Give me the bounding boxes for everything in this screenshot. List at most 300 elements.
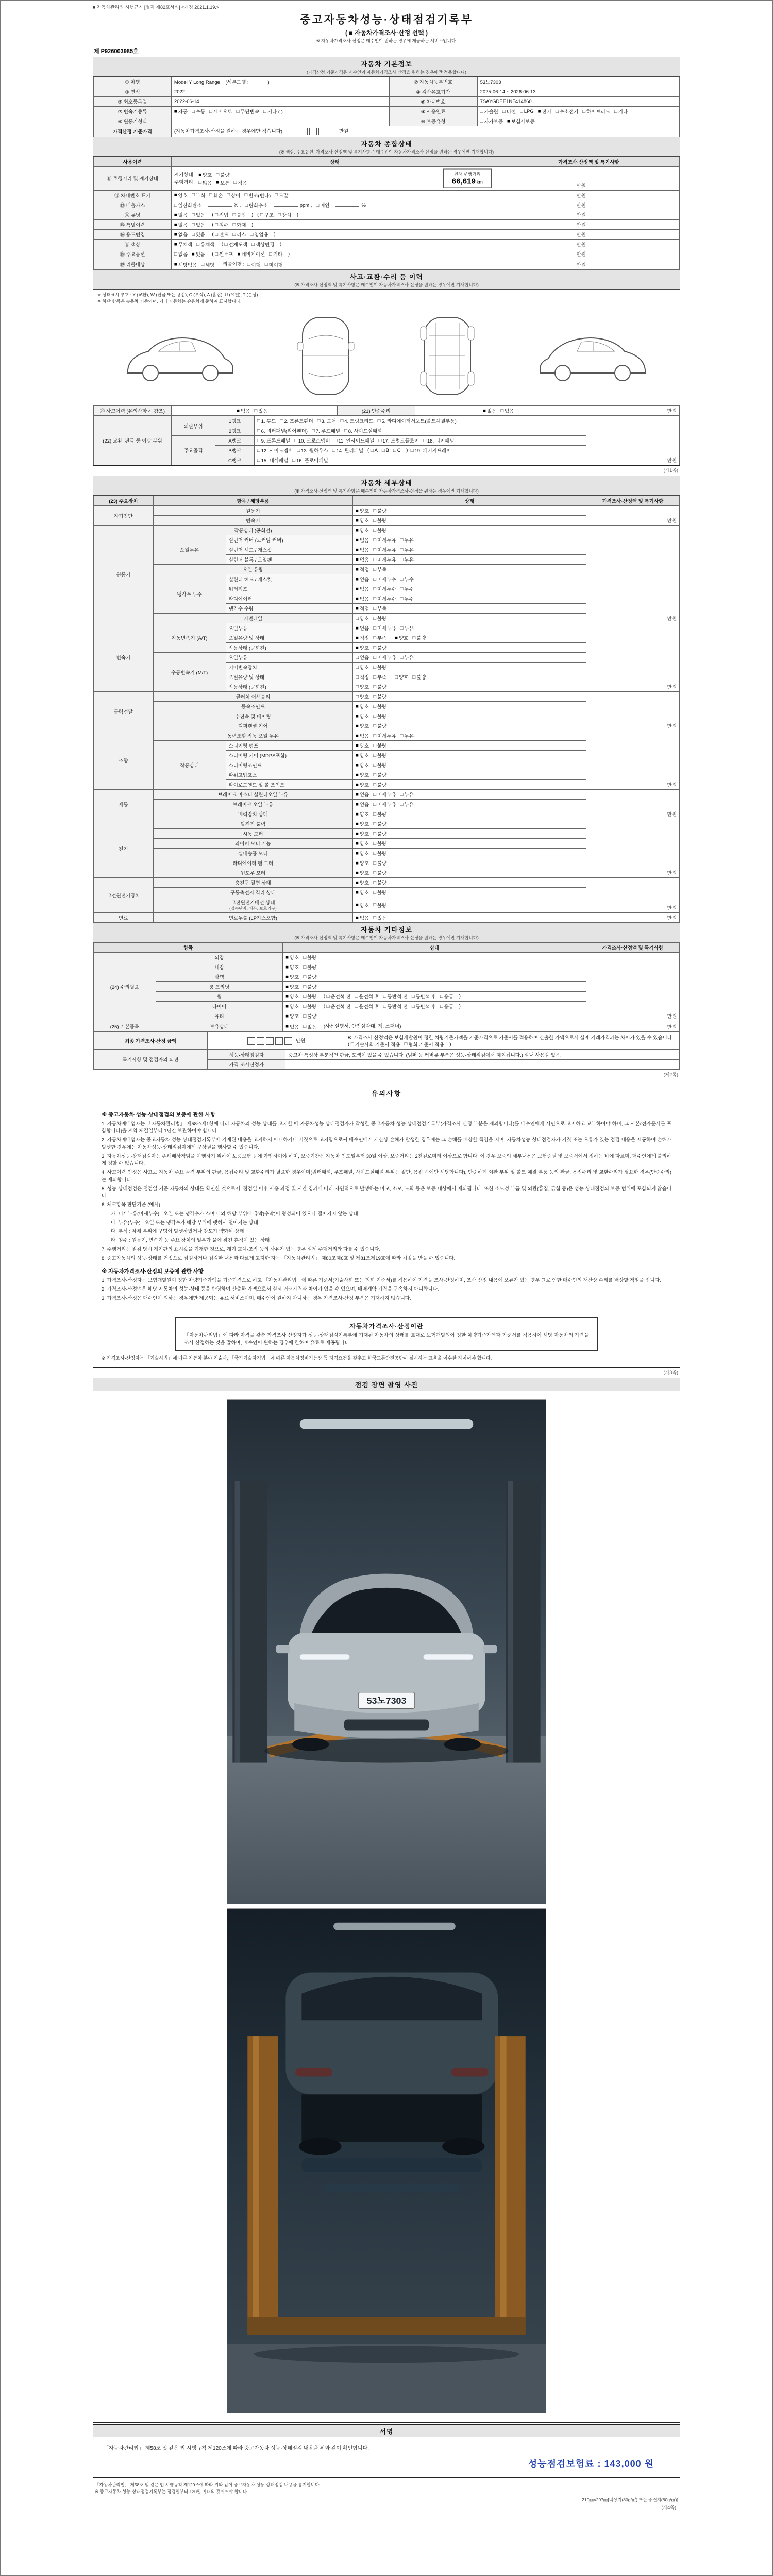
checkbox-option[interactable] <box>373 879 386 886</box>
checkbox-option[interactable] <box>373 722 386 730</box>
unchecked-box-icon: □ <box>373 527 376 533</box>
checkbox-option[interactable] <box>400 585 414 592</box>
checkbox-option[interactable] <box>356 801 369 808</box>
checkbox-option[interactable] <box>412 673 426 681</box>
section-etc-title: 자동차 기타정보 <box>361 926 412 934</box>
checkbox-option[interactable] <box>356 556 369 563</box>
checkbox-option[interactable] <box>373 859 386 867</box>
checkbox-label: 리스 <box>237 232 246 239</box>
checkbox-label: 불량 <box>377 783 387 789</box>
checkbox-option[interactable] <box>250 231 268 238</box>
checkbox-option[interactable] <box>244 192 271 199</box>
form-cell <box>156 962 283 972</box>
checkbox-option[interactable] <box>356 840 369 847</box>
checkbox-option[interactable] <box>285 1003 299 1010</box>
checkbox-label: 양호 <box>359 763 369 769</box>
checkbox-option[interactable] <box>356 703 369 710</box>
unchecked-box-icon: □ <box>232 231 236 238</box>
checkbox-option[interactable] <box>582 108 610 115</box>
photos-wrap <box>93 1391 680 2422</box>
checkbox-option[interactable] <box>327 993 351 1000</box>
checkbox-option[interactable] <box>373 693 386 700</box>
cell-text: ) ( <box>250 212 260 218</box>
checkbox-option[interactable] <box>356 634 369 641</box>
checkbox-label: 동반석 후 <box>415 994 436 1001</box>
checkbox-option[interactable] <box>480 108 498 115</box>
checkbox-option[interactable] <box>303 993 316 1000</box>
unchecked-box-icon: □ <box>264 262 268 268</box>
checkbox-option[interactable] <box>614 108 628 115</box>
checkbox-option[interactable] <box>373 771 386 778</box>
checkbox-option[interactable] <box>440 993 453 1000</box>
checkbox-label: 불량 <box>377 851 387 857</box>
checkbox-option[interactable] <box>344 427 382 434</box>
checkbox-option[interactable] <box>440 1003 453 1010</box>
checkbox-option[interactable] <box>400 536 414 544</box>
checkbox-option[interactable] <box>373 914 386 921</box>
checkbox-option[interactable] <box>251 241 274 248</box>
accident-legend-line2: ※ 하단 항목은 승용차 기준이며, 기타 자동차는 승용차에 준하여 표시합니다. <box>97 298 242 304</box>
checkbox-option[interactable] <box>192 250 205 258</box>
form-cell <box>254 436 586 446</box>
checkbox-option[interactable] <box>356 771 369 778</box>
definition-title: 자동차가격조사·산정이란 <box>349 1322 424 1330</box>
checkbox-option[interactable] <box>174 241 192 248</box>
cell-text: 고전원전기배선 상태 <box>231 900 275 906</box>
checkbox-label: 불량 <box>416 675 426 681</box>
checkbox-option[interactable] <box>395 634 408 641</box>
checkbox-option[interactable] <box>373 683 386 690</box>
form-cell <box>153 535 226 565</box>
checkbox-option[interactable] <box>327 1003 351 1010</box>
checkbox-label: 미세누유 <box>377 626 396 632</box>
checkbox-option[interactable] <box>209 192 223 199</box>
form-cell <box>156 1011 283 1021</box>
checkbox-option[interactable] <box>303 1023 316 1030</box>
checkbox-option[interactable] <box>356 810 369 818</box>
checkbox-option[interactable] <box>285 954 299 961</box>
checkbox-option[interactable] <box>285 993 299 1000</box>
checkbox-option[interactable] <box>356 732 369 739</box>
checkbox-option[interactable] <box>356 605 369 612</box>
checkbox-option[interactable] <box>356 742 369 749</box>
checkbox-option[interactable] <box>356 624 369 632</box>
checkbox-option[interactable] <box>317 417 337 425</box>
form-cell <box>498 210 589 220</box>
checkbox-option[interactable] <box>334 437 375 444</box>
checkbox-option[interactable] <box>174 221 188 228</box>
checkbox-option[interactable] <box>196 241 214 248</box>
form-cell <box>353 623 586 633</box>
checkbox-option[interactable] <box>538 108 551 115</box>
checkbox-option[interactable] <box>382 448 389 453</box>
checkbox-option[interactable] <box>373 634 386 641</box>
checkbox-option[interactable] <box>400 801 414 808</box>
cell-text: 실린더 헤드 / 개스킷 <box>228 548 272 554</box>
checkbox-option[interactable] <box>174 261 197 268</box>
form-cell <box>477 87 679 97</box>
checkbox-option[interactable] <box>373 664 386 671</box>
checkbox-option[interactable] <box>373 850 386 857</box>
unchecked-box-icon: □ <box>373 625 376 631</box>
notice-item: 3. 가격조사·산정은 매수인이 원하는 경우에만 제공되는 유료 서비스이며, 매수인이 원하지 아니하는 경우 가격조사·산정 부분은 기재하지 않습니다. <box>102 1295 411 1301</box>
form-cell <box>586 943 679 953</box>
checkbox-option[interactable] <box>383 993 408 1000</box>
checkbox-option[interactable] <box>373 566 386 573</box>
checkbox-option[interactable] <box>356 566 369 573</box>
form-cell <box>153 878 352 888</box>
checkbox-option[interactable] <box>332 447 363 454</box>
checkbox-option[interactable] <box>285 983 299 990</box>
checkbox-option[interactable] <box>356 507 369 514</box>
checkbox-option[interactable] <box>373 546 396 553</box>
checkbox-option[interactable] <box>265 261 283 268</box>
form-cell <box>353 672 586 682</box>
amount-digit-box <box>309 128 317 135</box>
checkbox-label: 불량 <box>377 714 387 720</box>
checkbox-option[interactable] <box>355 1003 379 1010</box>
checkbox-option[interactable] <box>263 108 283 115</box>
checkbox-option[interactable] <box>215 231 228 238</box>
checkbox-option[interactable] <box>356 902 369 909</box>
checkbox-option[interactable] <box>232 231 246 238</box>
checkbox-option[interactable] <box>373 595 396 602</box>
checkbox-option[interactable] <box>412 634 426 641</box>
unchecked-box-icon: □ <box>400 654 404 660</box>
checkbox-option[interactable] <box>373 624 396 632</box>
checkbox-option[interactable] <box>520 109 534 114</box>
checkbox-option[interactable] <box>257 417 276 425</box>
checkbox-option[interactable] <box>356 914 369 921</box>
checkbox-option[interactable] <box>215 221 228 228</box>
checkbox-option[interactable] <box>227 192 240 199</box>
checkbox-option[interactable] <box>257 437 290 444</box>
checkbox-option[interactable] <box>356 615 369 622</box>
checkbox-option[interactable] <box>356 781 369 788</box>
checkbox-label: 양호 <box>290 1004 299 1010</box>
unchecked-box-icon: □ <box>174 202 177 208</box>
checkbox-option[interactable] <box>316 201 329 209</box>
checkbox-option[interactable] <box>303 983 316 990</box>
checkbox-option[interactable] <box>404 1041 444 1048</box>
unchecked-box-icon: □ <box>373 831 376 837</box>
cell-text: 자동변속기 (A/T) <box>171 636 208 642</box>
checked-box-icon: ■ <box>356 782 359 788</box>
checkbox-option[interactable] <box>215 250 233 258</box>
checkbox-option[interactable] <box>400 732 414 739</box>
checkbox-option[interactable] <box>383 1003 408 1010</box>
checkbox-option[interactable] <box>285 973 299 980</box>
unchecked-box-icon: □ <box>383 1003 386 1009</box>
checkbox-option[interactable] <box>356 546 369 553</box>
checkbox-option[interactable] <box>373 752 386 759</box>
checkbox-option[interactable] <box>373 902 386 909</box>
checkbox-option[interactable] <box>356 644 369 651</box>
checkbox-option[interactable] <box>351 1041 400 1048</box>
checkbox-option[interactable] <box>247 261 261 268</box>
checkbox-option[interactable] <box>303 954 316 961</box>
checkbox-option[interactable] <box>412 1003 436 1010</box>
checkbox-option[interactable] <box>356 575 369 583</box>
checkbox-option[interactable] <box>373 536 396 544</box>
checkbox-option[interactable] <box>303 963 316 971</box>
checkbox-option[interactable] <box>373 575 396 583</box>
amount-digit-box <box>328 128 335 135</box>
checkbox-option[interactable] <box>356 889 369 896</box>
blank-measure-field[interactable] <box>208 201 232 207</box>
checkbox-option[interactable] <box>292 456 328 464</box>
notice-item: 2. 가격조사·산정액은 해당 자동차의 성능·상태 등을 반영하여 산출한 가액으로서 실제 거래가격과 차이가 있을 수 있으며, 매매계약 가격을 구속하지 아니합니다. <box>102 1286 439 1293</box>
cell-text: 오일유량 및 상태 <box>228 636 265 642</box>
checkbox-option[interactable] <box>356 664 369 671</box>
form-cell <box>226 760 353 770</box>
unchecked-box-icon: □ <box>393 447 396 453</box>
form-cell <box>586 819 679 878</box>
checkbox-option[interactable] <box>174 250 188 258</box>
cell-text: ) <box>272 231 276 238</box>
form-cell <box>353 751 586 760</box>
form-cell <box>498 166 589 190</box>
checkbox-option[interactable] <box>373 840 386 847</box>
checkbox-option[interactable] <box>395 673 408 681</box>
unchecked-box-icon: □ <box>332 447 335 453</box>
cell-text: ) <box>287 251 290 257</box>
cell-text: 성능·상태점검자 <box>229 1052 264 1058</box>
checked-box-icon: ■ <box>356 605 359 612</box>
checkbox-option[interactable] <box>174 201 202 209</box>
checkbox-option[interactable] <box>303 1012 316 1020</box>
amount-digit-box <box>291 128 298 135</box>
checkbox-option[interactable] <box>312 427 340 434</box>
checkbox-option[interactable] <box>400 546 414 553</box>
checkbox-option[interactable] <box>393 448 401 453</box>
checkbox-option[interactable] <box>285 963 299 971</box>
checkbox-label: 양호 <box>359 704 369 710</box>
checkbox-option[interactable] <box>356 830 369 837</box>
checkbox-label: 양호 <box>359 616 369 622</box>
unchecked-box-icon: □ <box>257 437 260 444</box>
checkbox-option[interactable] <box>400 575 414 583</box>
footnote-line1: 「자동차관리법」 제58조 및 같은 법 시행규칙 제120조에 따라 위와 같이 중고자동차 성능·상태점검 내용을 통지합니다. <box>95 2482 321 2487</box>
checkbox-option[interactable] <box>400 654 414 661</box>
checkbox-label: 2. 프론트휀더 <box>284 419 313 425</box>
checkbox-option[interactable] <box>260 211 274 218</box>
checkbox-option[interactable] <box>356 791 369 798</box>
checkbox-option[interactable] <box>275 192 288 199</box>
checkbox-option[interactable] <box>373 889 386 896</box>
checkbox-option[interactable] <box>500 407 514 414</box>
checkbox-option[interactable] <box>233 179 247 187</box>
checkbox-label: 협회 기준서 적용 <box>408 1042 444 1048</box>
checkbox-option[interactable] <box>225 241 247 248</box>
checkbox-option[interactable] <box>373 556 396 563</box>
notice-item: 가. 미세누유(미세누수) : 오일 또는 냉각수가 스며 나와 해당 부위에 유막(수막)이 형성되어 있으나 떨어지지 않는 상태 <box>111 1211 358 1217</box>
checkbox-option[interactable] <box>378 417 457 425</box>
checkbox-option[interactable] <box>373 742 386 749</box>
checkbox-option[interactable] <box>356 850 369 857</box>
checkbox-option[interactable] <box>192 108 205 115</box>
form-cell <box>589 210 679 220</box>
checkbox-option[interactable] <box>356 673 369 681</box>
checkbox-option[interactable] <box>216 171 229 178</box>
checkbox-option[interactable] <box>373 585 396 592</box>
checkbox-option[interactable] <box>192 231 205 238</box>
checkbox-option[interactable] <box>198 179 212 187</box>
checkbox-option[interactable] <box>556 108 578 115</box>
form-cell <box>153 858 352 868</box>
checkbox-option[interactable] <box>356 761 369 769</box>
checkbox-label: 19. 패키지트레이 <box>414 448 451 454</box>
checkbox-option[interactable] <box>373 820 386 827</box>
checkbox-option[interactable] <box>400 624 414 632</box>
form-cell <box>94 943 283 953</box>
checkbox-option[interactable] <box>209 108 232 115</box>
checkbox-option[interactable] <box>373 644 386 651</box>
checkbox-option[interactable] <box>356 654 369 661</box>
checkbox-option[interactable] <box>502 108 516 115</box>
checkbox-option[interactable] <box>356 752 369 759</box>
checkbox-option[interactable] <box>356 820 369 827</box>
checkbox-option[interactable] <box>192 192 205 199</box>
cell-text: 변속기 <box>246 518 260 524</box>
checkbox-label: 적정 <box>359 567 369 573</box>
checkbox-option[interactable] <box>257 447 293 454</box>
checkbox-option[interactable] <box>356 859 369 867</box>
checkbox-option[interactable] <box>373 801 396 808</box>
checkbox-option[interactable] <box>373 869 386 876</box>
checkbox-label: 보험사보증 <box>511 119 535 125</box>
checkbox-option[interactable] <box>373 507 386 514</box>
checkbox-option[interactable] <box>340 417 373 425</box>
checkbox-option[interactable] <box>373 781 386 788</box>
cell-text: ⑳ 사고이력 (유의사항 4. 참조) <box>99 409 165 415</box>
checkbox-option[interactable] <box>412 993 436 1000</box>
checkbox-option[interactable] <box>294 437 330 444</box>
checkbox-label: 없음 <box>359 655 369 662</box>
checkbox-option[interactable] <box>303 1003 316 1010</box>
checkbox-option[interactable] <box>356 869 369 876</box>
cell-text: ② 자동차등록번호 <box>413 80 453 86</box>
checkbox-option[interactable] <box>285 1012 299 1020</box>
checkbox-option[interactable] <box>483 407 496 414</box>
checkbox-option[interactable] <box>373 703 386 710</box>
checkbox-option[interactable] <box>356 517 369 524</box>
form-cell <box>586 1021 679 1032</box>
checkbox-option[interactable] <box>373 654 396 661</box>
form-cell <box>589 220 679 230</box>
checkbox-option[interactable] <box>373 732 396 739</box>
checkbox-option[interactable] <box>174 231 188 238</box>
checkbox-option[interactable] <box>238 250 265 258</box>
checkbox-label: 양호 <box>359 509 369 515</box>
checkbox-option[interactable] <box>237 108 259 115</box>
checkbox-option[interactable] <box>371 448 378 453</box>
checkbox-option[interactable] <box>356 693 369 700</box>
notice-item: 7. 주행거리는 점검 당시 계기판의 표시값을 기재한 것으로, 계기 교체·조작 등의 사유가 있는 경우 실제 주행거리와 다를 수 있습니다. <box>102 1246 381 1252</box>
checkbox-option[interactable] <box>254 407 267 414</box>
amount-digit-box <box>284 1037 292 1045</box>
checkbox-option[interactable] <box>232 221 246 228</box>
cell-text: ⑫ 차대번호 표기 <box>114 193 150 199</box>
blank-measure-field[interactable] <box>274 201 298 207</box>
checkbox-option[interactable] <box>373 810 386 818</box>
checkbox-option[interactable] <box>215 211 228 218</box>
checkbox-label: 불량 <box>307 994 317 1001</box>
checkbox-option[interactable] <box>411 447 451 454</box>
checkbox-option[interactable] <box>356 722 369 730</box>
unchecked-box-icon: □ <box>251 241 255 247</box>
checkbox-option[interactable] <box>423 437 454 444</box>
checkbox-label: 미세누수 <box>377 587 396 593</box>
checkbox-option[interactable] <box>278 211 291 218</box>
checkbox-option[interactable] <box>201 261 214 268</box>
checkbox-option[interactable] <box>373 761 386 769</box>
checkbox-option[interactable] <box>373 605 386 612</box>
checkbox-option[interactable] <box>297 447 328 454</box>
checkbox-option[interactable] <box>192 211 205 218</box>
checkbox-label: 해당 <box>205 262 215 268</box>
checkbox-label: 불량 <box>377 685 387 691</box>
checkbox-option[interactable] <box>480 117 503 125</box>
checkbox-option[interactable] <box>400 595 414 602</box>
checkbox-option[interactable] <box>356 527 369 534</box>
checkbox-option[interactable] <box>280 417 313 425</box>
checkbox-option[interactable] <box>356 683 369 690</box>
checkbox-option[interactable] <box>356 713 369 720</box>
checkbox-option[interactable] <box>400 791 414 798</box>
checkbox-option[interactable] <box>216 179 229 187</box>
checkbox-option[interactable] <box>257 427 308 434</box>
checkbox-option[interactable] <box>373 615 386 622</box>
checkbox-option[interactable] <box>285 1023 299 1030</box>
checkbox-option[interactable] <box>379 437 419 444</box>
form-cell <box>156 972 283 982</box>
unchecked-box-icon: □ <box>198 180 201 186</box>
checkbox-option[interactable] <box>400 556 414 563</box>
checkbox-option[interactable] <box>373 673 386 681</box>
checkbox-option[interactable] <box>257 456 288 464</box>
checkbox-option[interactable] <box>245 201 267 209</box>
checkbox-label: 부족 <box>377 567 387 573</box>
form-cell <box>153 623 226 653</box>
checkbox-option[interactable] <box>355 993 379 1000</box>
checkbox-option[interactable] <box>174 211 188 218</box>
checkbox-option[interactable] <box>356 585 369 592</box>
unit-won-label: 만원 <box>576 262 586 268</box>
checkbox-option[interactable] <box>174 192 188 199</box>
checked-box-icon: ■ <box>174 212 177 218</box>
checkbox-option[interactable] <box>237 407 250 414</box>
checkbox-option[interactable] <box>373 713 386 720</box>
checkbox-option[interactable] <box>507 117 535 125</box>
checkbox-option[interactable] <box>356 879 369 886</box>
checkbox-option[interactable] <box>373 830 386 837</box>
checkbox-option[interactable] <box>373 527 386 534</box>
checkbox-option[interactable] <box>356 595 369 602</box>
checkbox-option[interactable] <box>269 250 282 258</box>
checkbox-option[interactable] <box>232 211 246 218</box>
checkbox-option[interactable] <box>356 536 369 544</box>
blank-measure-field[interactable] <box>335 201 359 207</box>
checkbox-option[interactable] <box>198 171 212 178</box>
checkbox-option[interactable] <box>174 108 188 115</box>
checkbox-option[interactable] <box>192 221 205 228</box>
checkbox-option[interactable] <box>373 791 396 798</box>
checkbox-option[interactable] <box>373 517 386 524</box>
checkbox-option[interactable] <box>303 973 316 980</box>
form-cell <box>156 953 283 962</box>
cell-text: 유리 <box>214 1014 224 1020</box>
